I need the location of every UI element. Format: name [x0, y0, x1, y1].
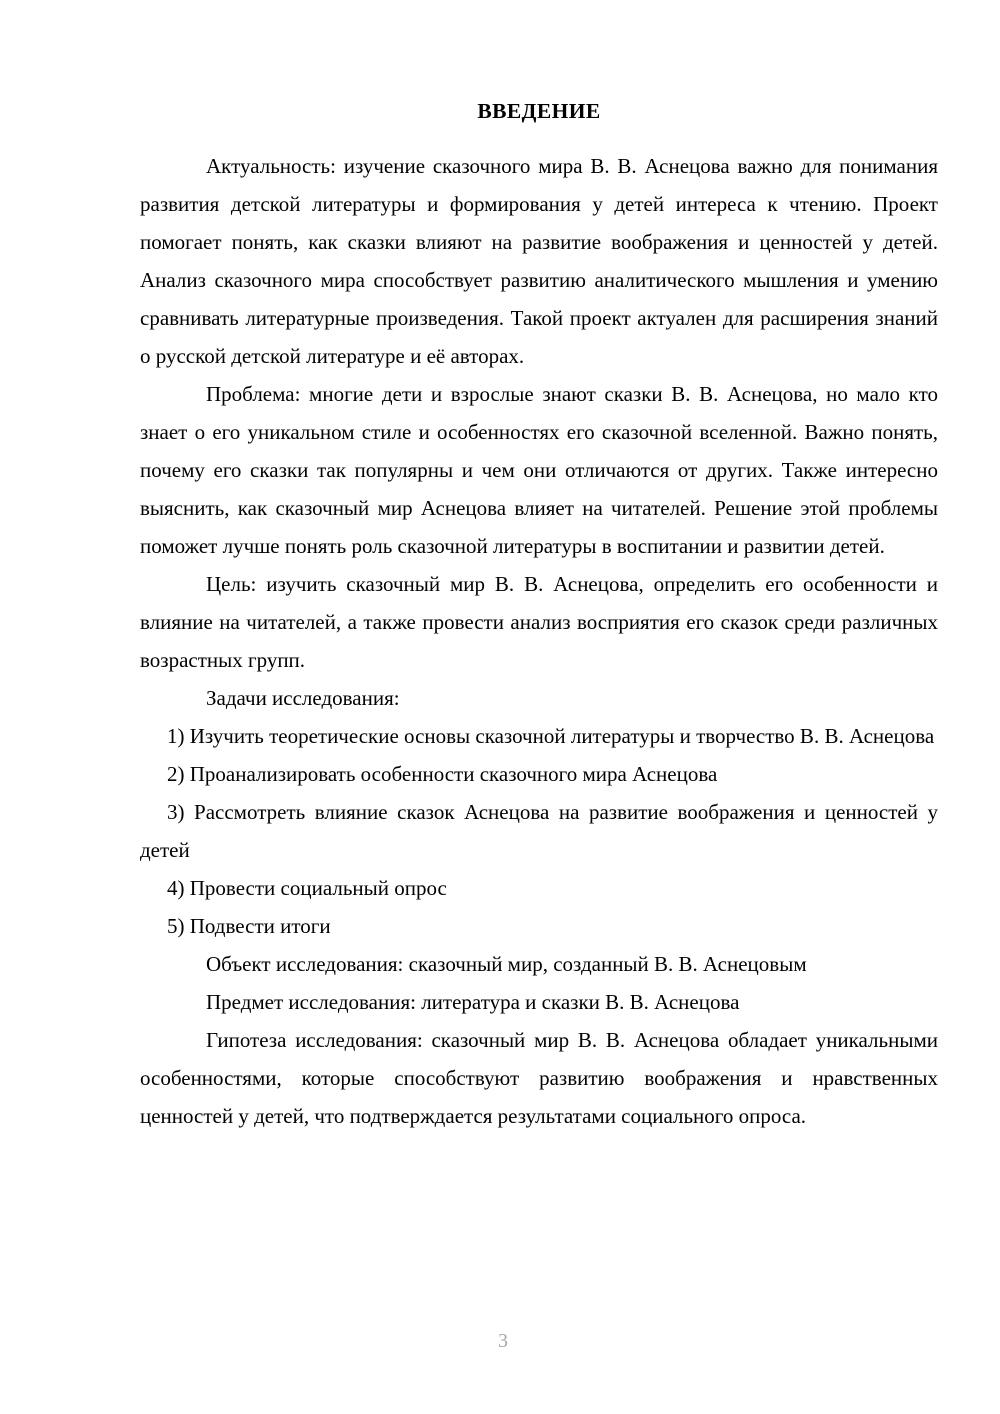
paragraph-problem: Проблема: многие дети и взрослые знают сказки В. В. Аснецова, но мало кто знает о его уникальном стиле и особенностях его сказочной вселенной. Важно понять, почему его сказки так популярны и чем они отличаются от других. Также интересно выяснить, как сказочный мир Аснецова влияет на читателей. Решение этой проблемы поможет лучше понять роль сказочной литературы в воспитании и развитии детей.	[140, 381, 938, 558]
task-item-4: 4) Провести социальный опрос	[167, 875, 447, 900]
paragraph-hypothesis: Гипотеза исследования: сказочный мир В. В. Аснецова обладает уникальными особенностями, которые способствуют развитию воображения и нравственных ценностей у детей, что подтверждается результатами социального опроса.	[140, 1027, 938, 1128]
page-number: 3	[498, 1330, 508, 1352]
text-block	[140, 147, 938, 1135]
task-item-1: 1) Изучить теоретические основы сказочной литературы и творчество В. В. Аснецова	[167, 723, 935, 748]
paragraph-subject: Предмет исследования: литература и сказки В. В. Аснецова	[206, 989, 740, 1014]
paragraph-object: Объект исследования: сказочный мир, созданный В. В. Аснецовым	[206, 951, 807, 976]
paragraph-relevance: Актуальность: изучение сказочного мира В. В. Аснецова важно для понимания развития детской литературы и формирования у детей интереса к чтению. Проект помогает понять, как сказки влияют на развитие воображения и ценностей у детей. Анализ сказочного мира способствует развитию аналитического мышления и умению сравнивать литературные произведения. Такой проект актуален для расширения знаний о русской детской литературе и её авторах.	[140, 153, 938, 368]
page-title: ВВЕДЕНИЕ	[477, 99, 601, 123]
tasks-label: Задачи исследования:	[206, 685, 400, 710]
task-item-5: 5) Подвести итоги	[167, 913, 331, 938]
task-item-2: 2) Проанализировать особенности сказочного мира Аснецова	[167, 761, 718, 786]
task-item-3: 3) Рассмотреть влияние сказок Аснецова на развитие воображения и ценностей у детей	[140, 799, 938, 862]
document-body	[140, 0, 938, 1128]
paragraph-goal: Цель: изучить сказочный мир В. В. Аснецова, определить его особенности и влияние на читателей, а также провести анализ восприятия его сказок среди различных возрастных групп.	[140, 571, 938, 672]
